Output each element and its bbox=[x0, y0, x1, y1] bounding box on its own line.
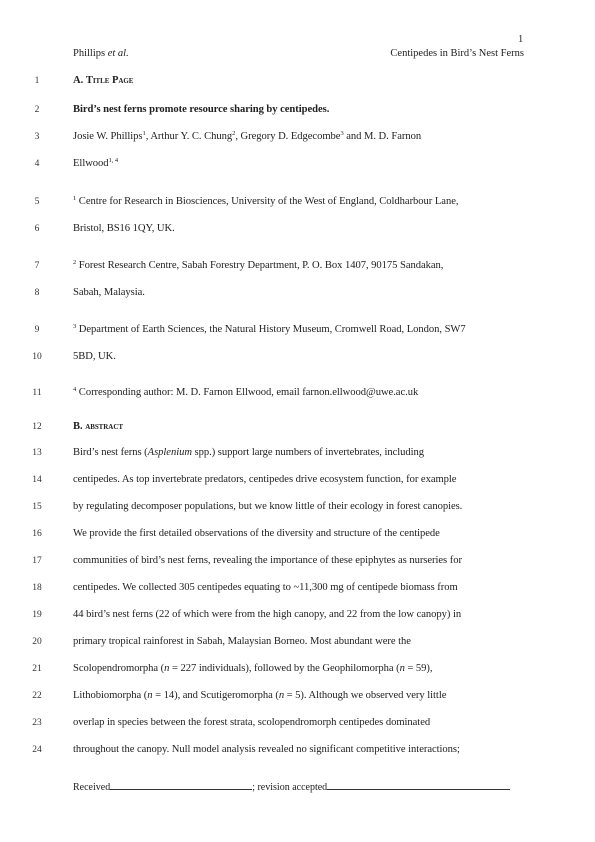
header-author-name: Phillips bbox=[73, 48, 106, 59]
text-run: Centre for Research in Biosciences, University of the West of England, Coldharbour Lane, bbox=[76, 196, 459, 207]
line-number: 16 bbox=[32, 529, 42, 539]
running-header-author bbox=[73, 48, 129, 59]
page-number: 1 bbox=[518, 34, 524, 45]
line-number: 2 bbox=[34, 105, 40, 115]
text-run: = 227 individuals), followed by the Geophilomorpha ( bbox=[169, 663, 400, 674]
text-line bbox=[73, 131, 421, 142]
text-line bbox=[73, 75, 133, 86]
line-number: 15 bbox=[32, 502, 42, 512]
text-run: We provide the first detailed observations of the diversity and structure of the centipede bbox=[73, 528, 440, 539]
text-run: Ellwood bbox=[73, 158, 109, 169]
italic-text: n bbox=[278, 690, 285, 701]
line-number: 14 bbox=[32, 475, 42, 485]
text-line bbox=[73, 582, 458, 593]
italic-text: n bbox=[399, 663, 405, 674]
text-line bbox=[73, 690, 446, 701]
text-run: Department of Earth Sciences, the Natural History Museum, Cromwell Road, London, SW7 bbox=[76, 324, 466, 335]
text-line bbox=[73, 636, 411, 647]
text-line bbox=[73, 421, 123, 432]
text-run: , Arthur Y. C. Chung bbox=[145, 131, 233, 142]
text-line bbox=[73, 501, 462, 512]
affiliation-marker: 3 bbox=[73, 323, 77, 330]
line-number: 1 bbox=[34, 76, 40, 86]
line-number: 24 bbox=[32, 745, 42, 755]
text-run: and M. D. Farnon bbox=[343, 131, 422, 142]
text-line bbox=[73, 324, 466, 335]
line-number: 19 bbox=[32, 610, 42, 620]
revision-label: ; revision accepted bbox=[252, 782, 328, 793]
text-run: centipedes. We collected 305 centipedes equating to ~11,300 mg of centipede biomass from bbox=[73, 582, 458, 593]
text-line bbox=[73, 287, 145, 298]
affiliation-marker: 2 bbox=[232, 130, 236, 137]
text-line bbox=[73, 351, 116, 362]
text-run: Title Page bbox=[85, 75, 134, 86]
text-line bbox=[73, 447, 424, 458]
text-line bbox=[73, 474, 456, 485]
text-run: by regulating decomposer populations, but we know little of their ecology in forest canopies. bbox=[73, 501, 463, 512]
line-number: 22 bbox=[32, 691, 42, 701]
text-run: communities of bird’s nest ferns, revealing the importance of these epiphytes as nurseries for bbox=[73, 555, 462, 566]
text-run: Bristol, BS16 1QY, UK. bbox=[73, 223, 175, 234]
line-number: 13 bbox=[32, 448, 42, 458]
line-number: 5 bbox=[34, 197, 40, 207]
line-number: 4 bbox=[34, 159, 40, 169]
text-line bbox=[73, 744, 460, 755]
text-run: abstract bbox=[85, 421, 123, 432]
text-line bbox=[73, 555, 462, 566]
submission-footer bbox=[73, 780, 510, 793]
affiliation-marker: 1, 4 bbox=[108, 157, 119, 164]
text-run: Corresponding author: M. D. Farnon Ellwood, email farnon.ellwood@uwe.ac.uk bbox=[76, 387, 419, 398]
text-line bbox=[73, 104, 329, 115]
line-number: 7 bbox=[34, 261, 40, 271]
text-line bbox=[73, 196, 458, 207]
text-run: Lithobiomorpha ( bbox=[73, 690, 148, 701]
text-run: centipedes. As top invertebrate predators, centipedes drive ecosystem function, for example bbox=[73, 474, 457, 485]
line-number: 9 bbox=[34, 325, 40, 335]
text-line bbox=[73, 663, 433, 674]
text-run: Bird’s nest ferns ( bbox=[73, 447, 148, 458]
revision-blank bbox=[327, 780, 510, 790]
line-number: 17 bbox=[32, 556, 42, 566]
text-run: throughout the canopy. Null model analysis revealed no significant competitive interactions; bbox=[73, 744, 460, 755]
affiliation-marker: 1 bbox=[142, 130, 146, 137]
text-run: spp.) support large numbers of invertebrates, including bbox=[191, 447, 425, 458]
text-line bbox=[73, 158, 118, 169]
text-line bbox=[73, 717, 430, 728]
affiliation-marker: 3 bbox=[340, 130, 344, 137]
received-blank bbox=[110, 780, 252, 790]
text-line bbox=[73, 223, 175, 234]
affiliation-marker: 4 bbox=[73, 386, 77, 393]
text-run: = 5). Although we observed very little bbox=[284, 690, 447, 701]
line-number: 20 bbox=[32, 637, 42, 647]
text-run: primary tropical rainforest in Sabah, Malaysian Borneo. Most abundant were the bbox=[73, 636, 411, 647]
text-run: = 59), bbox=[404, 663, 433, 674]
line-number: 21 bbox=[32, 664, 42, 674]
text-run: 5BD, UK. bbox=[73, 351, 116, 362]
received-label: Received bbox=[73, 782, 111, 793]
text-run: overlap in species between the forest strata, scolopendromorph centipedes dominated bbox=[73, 717, 431, 728]
line-number: 12 bbox=[32, 422, 42, 432]
text-run: = 14), and Scutigeromorpha ( bbox=[152, 690, 279, 701]
affiliation-marker: 1 bbox=[73, 195, 77, 202]
line-number: 11 bbox=[32, 388, 42, 398]
line-number: 10 bbox=[32, 352, 42, 362]
italic-text: n bbox=[147, 690, 153, 701]
text-line bbox=[73, 609, 461, 620]
text-run: Forest Research Centre, Sabah Forestry Department, P. O. Box 1407, 90175 Sandakan, bbox=[76, 260, 444, 271]
text-run: B. bbox=[73, 421, 86, 432]
text-line bbox=[73, 387, 418, 398]
line-number: 8 bbox=[34, 288, 40, 298]
text-run: Scolopendromorpha ( bbox=[73, 663, 165, 674]
text-run: Josie W. Phillips bbox=[73, 131, 143, 142]
line-number: 3 bbox=[34, 132, 40, 142]
header-et-al: et al. bbox=[107, 48, 129, 59]
text-line bbox=[73, 528, 440, 539]
line-number: 18 bbox=[32, 583, 42, 593]
text-run: Sabah, Malaysia. bbox=[73, 287, 145, 298]
italic-text: Asplenium bbox=[147, 447, 192, 458]
line-number: 6 bbox=[34, 224, 40, 234]
text-run: 44 bird’s nest ferns (22 of which were from the high canopy, and 22 from the low canopy) in bbox=[73, 609, 462, 620]
line-number: 23 bbox=[32, 718, 42, 728]
text-run: , Gregory D. Edgecombe bbox=[235, 131, 341, 142]
affiliation-marker: 2 bbox=[73, 259, 77, 266]
text-run: Bird’s nest ferns promote resource sharing by centipedes. bbox=[73, 104, 330, 115]
text-line bbox=[73, 260, 443, 271]
italic-text: n bbox=[164, 663, 170, 674]
text-run: A. bbox=[73, 75, 86, 86]
running-header-title: Centipedes in Bird’s Nest Ferns bbox=[390, 48, 524, 59]
